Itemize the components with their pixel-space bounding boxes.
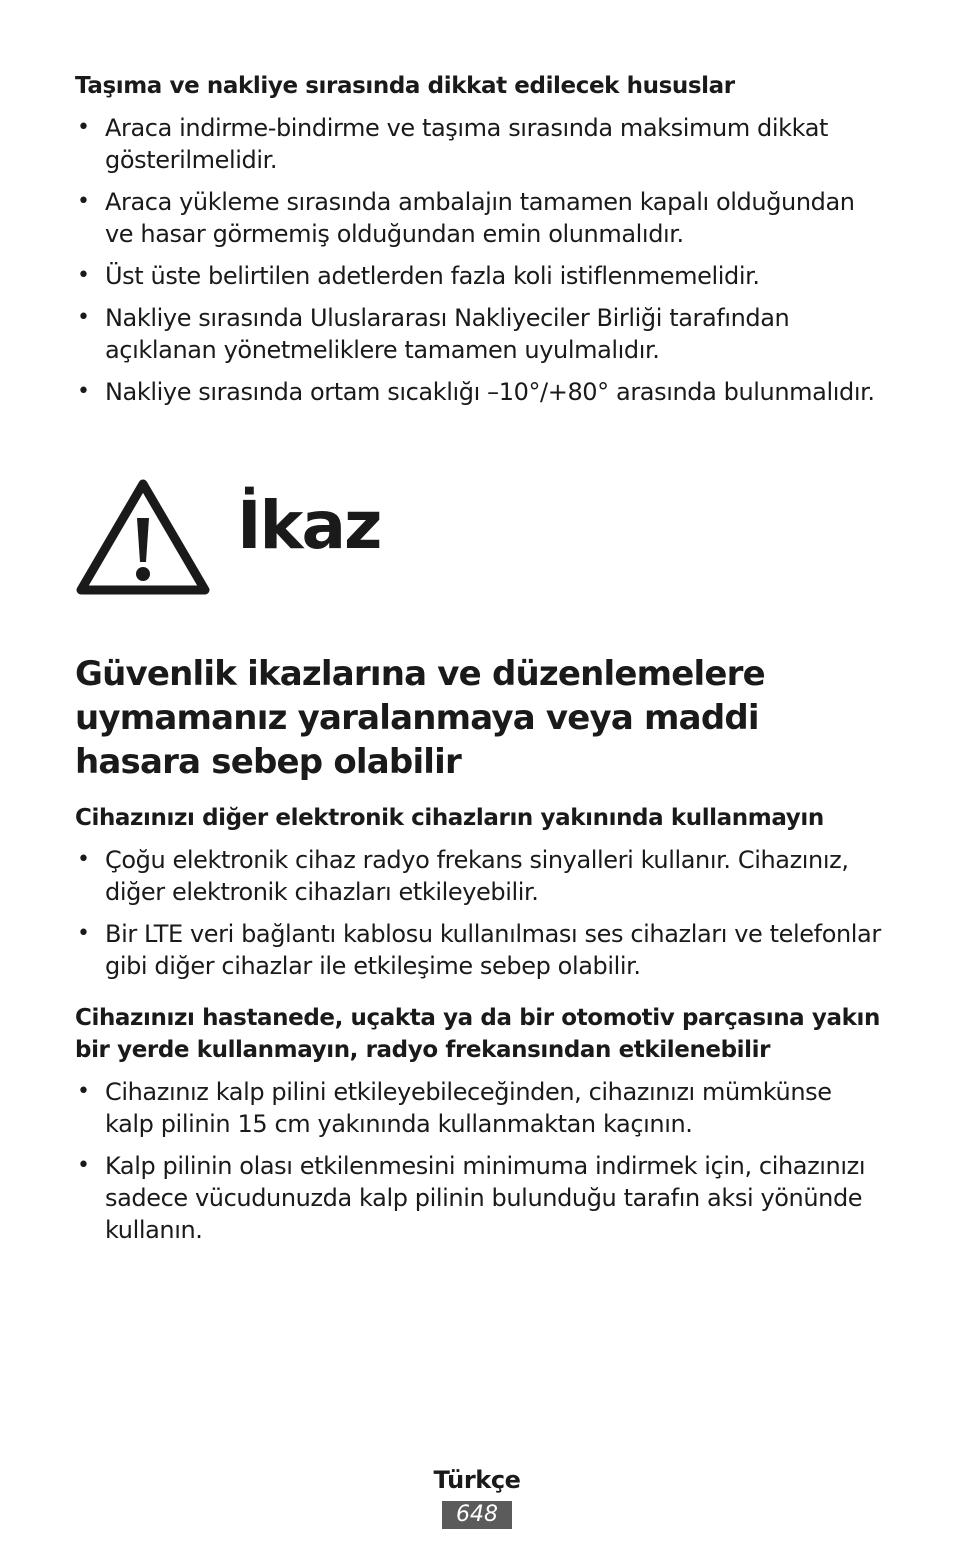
bullet-icon: • [77, 921, 90, 946]
list-item: • Çoğu elektronik cihaz radyo frekans sinyalleri kullanır. Cihazınız, diğer elektronik cihazları etkileyebilir. [77, 846, 849, 906]
page-content [75, 70, 885, 1256]
section-heading-electronics: Cihazınızı diğer elektronik cihazların yakınında kullanmayın [75, 805, 824, 831]
list-item: • Kalp pilinin olası etkilenmesini minimuma indirmek için, cihazınızı sadece vücudunuzda kalp pilinin bulunduğu tarafın aksi yönünde kullanın. [77, 1152, 866, 1244]
warning-block [75, 476, 885, 606]
list-item: • Araca yükleme sırasında ambalajın tamamen kapalı olduğundan ve hasar görmemiş olduğundan emin olunmalıdır. [77, 188, 855, 248]
main-heading: Güvenlik ikazlarına ve düzenlemelere uymamanız yaralanmaya veya maddi hasara sebep olabilir [75, 654, 765, 782]
page-footer [0, 1463, 954, 1529]
list-item: • Bir LTE veri bağlantı kablosu kullanılması ses cihazları ve telefonlar gibi diğer cihazlar ile etkileşime sebep olabilir. [77, 920, 881, 980]
section-heading-hospital: Cihazınızı hastanede, uçakta ya da bir otomotiv parçasına yakın bir yerde kullanmayın, radyo frekansından etkilenebilir [75, 1005, 880, 1063]
list-item: • Cihazınız kalp pilini etkileyebileceğinden, cihazınızı mümkünse kalp pilinin 15 cm yakınında kullanmaktan kaçının. [77, 1078, 832, 1138]
bullet-list-transport [75, 112, 885, 408]
page-number-badge: 648 [442, 1501, 512, 1529]
warning-title: İkaz [237, 487, 381, 564]
bullet-icon: • [77, 115, 90, 140]
list-item: • Nakliye sırasında Uluslararası Nakliyeciler Birliği tarafından açıklanan yönetmeliklere tamamen uyulmalıdır. [77, 304, 790, 364]
section-heading-transport: Taşıma ve nakliye sırasında dikkat edilecek hususlar [75, 73, 735, 99]
bullet-icon: • [77, 263, 90, 288]
bullet-icon: • [77, 847, 90, 872]
bullet-list-hospital [75, 1076, 885, 1246]
bullet-icon: • [77, 305, 90, 330]
list-item: • Nakliye sırasında ortam sıcaklığı –10°/+80° arasında bulunmalıdır. [77, 378, 875, 406]
bullet-icon: • [77, 1079, 90, 1104]
bullet-list-electronics [75, 844, 885, 982]
bullet-icon: • [77, 189, 90, 214]
bullet-icon: • [77, 1153, 90, 1178]
list-item: • Araca indirme-bindirme ve taşıma sırasında maksimum dikkat gösterilmelidir. [77, 114, 829, 174]
footer-language: Türkçe [433, 1466, 521, 1494]
bullet-icon: • [77, 379, 90, 404]
list-item: • Üst üste belirtilen adetlerden fazla koli istiflenmemelidir. [77, 262, 760, 290]
warning-triangle-icon [75, 476, 211, 598]
